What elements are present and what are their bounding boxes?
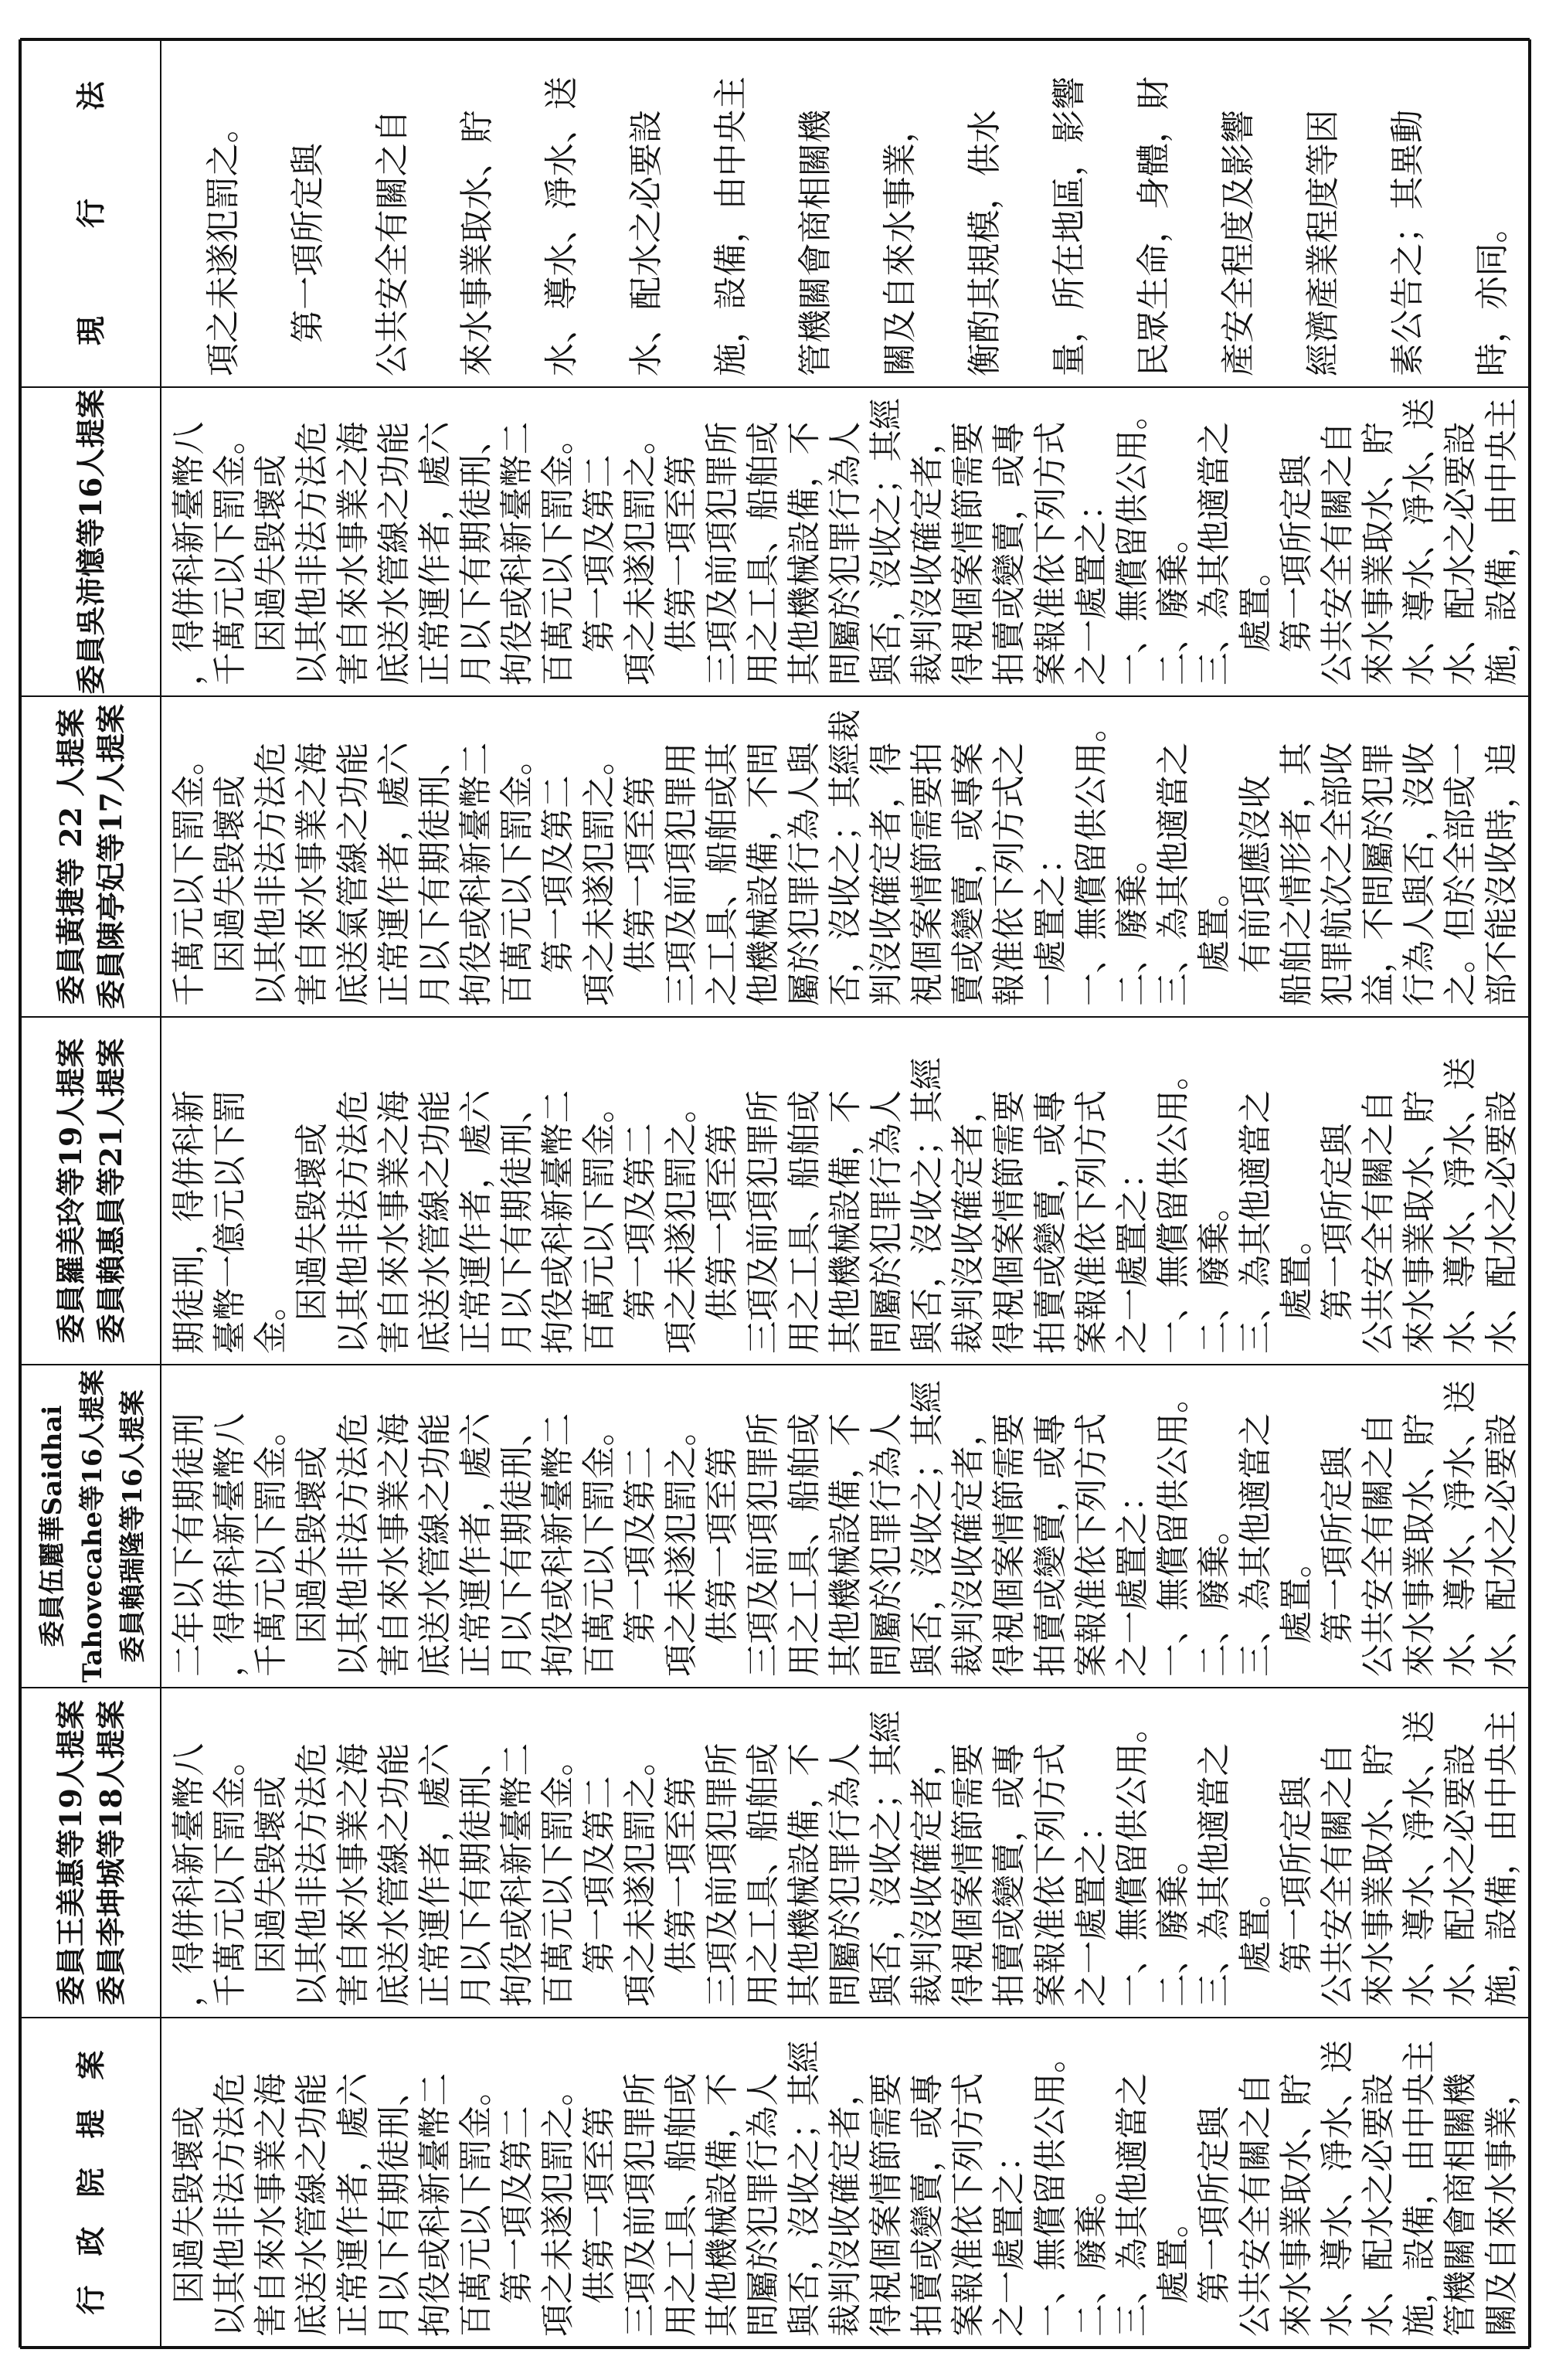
body-line: 拘役或科新臺幣二 bbox=[498, 416, 538, 685]
body-line: 供第一項至第 bbox=[621, 770, 661, 1006]
body-line: 百萬元以下罰金。 bbox=[457, 2068, 497, 2337]
body-line: 來水事業取水、貯 bbox=[1360, 1738, 1399, 2007]
body-line: 第一項及第二 bbox=[621, 1441, 661, 1677]
body-line: 因過失毀壞或 bbox=[170, 2101, 209, 2337]
body-line: 期徒刑，得併科新 bbox=[170, 1085, 209, 1354]
body-line: 一、無償留供公用。 bbox=[1031, 2034, 1071, 2337]
body-line: 第一項所定與 bbox=[1277, 450, 1316, 685]
column-saidhai bbox=[37, 1369, 1521, 1682]
body-line: 第一項及第二 bbox=[580, 450, 620, 685]
body-line: 第一項所定與 bbox=[1195, 2101, 1235, 2337]
column-header: 委員賴瑞隆等16人提案 bbox=[117, 1389, 148, 1663]
body-line: 水、導水、淨水、送 bbox=[1442, 1374, 1481, 1677]
body-line: ，得併科新臺幣八 bbox=[211, 1408, 250, 1677]
body-line: 二、廢棄。 bbox=[1195, 1185, 1235, 1354]
body-line: 與否，沒收之；其經 bbox=[909, 1051, 948, 1354]
body-line: 用之工具、船舶或 bbox=[744, 1738, 783, 2007]
body-line: 月以下有期徒刑、 bbox=[498, 1085, 538, 1354]
body-line: 問屬於犯罪行為人 bbox=[826, 416, 865, 685]
body-line: 正常運作者，處六 bbox=[457, 1408, 497, 1677]
body-line: 水、導水、淨水、送 bbox=[1401, 382, 1440, 685]
body-line: 以其他非法方法危 bbox=[252, 737, 291, 1006]
body-line: 底送水管線之功能 bbox=[375, 416, 414, 685]
body-line: 公共安全有關之自 bbox=[1318, 1738, 1357, 2007]
body-line: 一、無償留供公用。 bbox=[1072, 703, 1112, 1006]
body-line: 案報准依下列方式 bbox=[1031, 416, 1071, 685]
body-line: 產安全程度及影響 bbox=[1218, 104, 1259, 376]
body-line: 三項及前項犯罪所 bbox=[744, 1408, 783, 1677]
body-line: 供第一項至第 bbox=[662, 450, 701, 685]
body-line: 正常運作者，處六 bbox=[416, 1738, 455, 2007]
body-line: 正常運作者，處六 bbox=[416, 416, 455, 685]
body-line: 處置。 bbox=[1195, 872, 1235, 1006]
body-line: 一、無償留供公用。 bbox=[1113, 1704, 1153, 2007]
body-line: 處置。 bbox=[1236, 551, 1276, 685]
body-line: 裁判沒收確定者， bbox=[949, 1408, 989, 1677]
body-line: 視個案情節需要拍 bbox=[909, 737, 948, 1006]
body-line: 施，設備，由中央主 bbox=[1483, 382, 1522, 685]
body-line: 管機關會商相關機 bbox=[1442, 2068, 1481, 2337]
body-line: 其他機械設備，不 bbox=[826, 1408, 865, 1677]
body-line: 百萬元以下罰金。 bbox=[539, 1738, 579, 2007]
body-line: 拘役或科新臺幣二 bbox=[498, 1738, 538, 2007]
body-line: 月以下有期徒刑、 bbox=[416, 737, 455, 1006]
body-line: 拍賣或變賣，或專 bbox=[990, 1738, 1030, 2007]
body-line: 公共安全有關之自 bbox=[1318, 416, 1357, 685]
body-line: 三、為其他適當之 bbox=[1195, 1738, 1235, 2007]
body-line: 千萬元以下罰金。 bbox=[170, 737, 209, 1006]
body-line: 裁判沒收確定者， bbox=[949, 1085, 989, 1354]
body-line: 行為人與否，沒收 bbox=[1401, 737, 1440, 1006]
body-line: 供第一項至第 bbox=[703, 1118, 742, 1354]
body-line: 害自來水事業之海 bbox=[375, 1085, 414, 1354]
body-line: 之一處置之： bbox=[1113, 1475, 1153, 1677]
body-line: 賣或變賣，或專案 bbox=[949, 737, 989, 1006]
column-header: 委員黃捷等 22 人提案 bbox=[53, 708, 88, 1005]
body-line: 三、為其他適當之 bbox=[1236, 1085, 1276, 1354]
body-line: 害自來水事業之海 bbox=[252, 2068, 291, 2337]
body-line: 得視個案情節需要 bbox=[990, 1085, 1030, 1354]
body-line: 拍賣或變賣，或專 bbox=[1031, 1408, 1071, 1677]
body-line: 二、廢棄。 bbox=[1072, 2168, 1112, 2337]
body-line: 一、無償留供公用。 bbox=[1113, 382, 1153, 685]
body-line: 二年以下有期徒刑 bbox=[170, 1408, 209, 1677]
body-line: 水、導水、淨水、送 bbox=[1401, 1704, 1440, 2007]
body-line: 以其他非法方法危 bbox=[293, 1738, 332, 2007]
body-line: 用之工具、船舶或 bbox=[785, 1408, 824, 1677]
body-line: 其他機械設備，不 bbox=[826, 1085, 865, 1354]
body-line: 三、為其他適當之 bbox=[1195, 416, 1235, 685]
body-line: 第一項所定與 bbox=[1318, 1118, 1357, 1354]
body-line: 項之未遂犯罰之。 bbox=[662, 1408, 701, 1677]
body-line: 水、配水之必要設 bbox=[1483, 1408, 1522, 1677]
body-line: 供第一項至第 bbox=[580, 2101, 620, 2337]
body-line: 千萬元以下罰金。 bbox=[211, 1738, 250, 2007]
body-line: 來水事業取水、貯 bbox=[1360, 416, 1399, 685]
body-line: 得視個案情節需要 bbox=[990, 1408, 1030, 1677]
body-line: 底送氣管線之功能 bbox=[334, 737, 373, 1006]
body-line: 臺幣一億元以下罰 bbox=[211, 1085, 250, 1354]
body-line: 拍賣或變賣，或專 bbox=[909, 2068, 948, 2337]
body-line: 其他機械設備，不 bbox=[785, 1738, 824, 2007]
body-line: 百萬元以下罰金。 bbox=[580, 1085, 620, 1354]
body-line: 以其他非法方法危 bbox=[334, 1408, 373, 1677]
body-line: 量，所在地區，影響 bbox=[1049, 70, 1089, 376]
body-line: 拍賣或變賣，或專 bbox=[1031, 1085, 1071, 1354]
body-line: 部不能沒收時，追 bbox=[1483, 737, 1522, 1006]
body-line: 之一處置之： bbox=[990, 2135, 1030, 2337]
body-line: 得視個案情節需要 bbox=[867, 2068, 906, 2337]
column-luo bbox=[53, 1039, 1521, 1354]
body-line: 來水事業取水、貯 bbox=[1401, 1408, 1440, 1677]
body-line: 用之工具、船舶或 bbox=[785, 1085, 824, 1354]
body-line: 案報准依下列方式 bbox=[1031, 1738, 1071, 2007]
body-line: 時，亦同。 bbox=[1472, 206, 1512, 376]
column-header: 委員伍麗華Saidhai bbox=[37, 1405, 68, 1647]
body-line: 項之未遂犯罰之。 bbox=[580, 737, 620, 1006]
column-header: 委員羅美玲等19人提案 bbox=[53, 1038, 88, 1344]
body-line: 其他機械設備，不 bbox=[703, 2068, 742, 2337]
body-line: 得視個案情節需要 bbox=[949, 416, 989, 685]
body-line: 水、配水之必要設 bbox=[1442, 416, 1481, 685]
body-line: 因過失毀壞或 bbox=[293, 1118, 332, 1354]
body-line: 因過失毀壞或 bbox=[252, 1771, 291, 2007]
body-line: 施，設備，由中央主 bbox=[1483, 1704, 1522, 2007]
body-line: 公共安全有關之自 bbox=[1360, 1408, 1399, 1677]
column-wu bbox=[73, 382, 1522, 695]
body-line: 第一項所定與 bbox=[1318, 1441, 1357, 1677]
body-line: 因過失毀壞或 bbox=[211, 770, 250, 1006]
body-line: 案報准依下列方式 bbox=[1072, 1085, 1112, 1354]
body-line: 與否，沒收之；其經 bbox=[867, 382, 906, 685]
column-header: 委員王美惠等19人提案 bbox=[53, 1700, 88, 2005]
body-line: 第一項及第二 bbox=[580, 1771, 620, 2007]
body-line: 水、配水之必要設 bbox=[1483, 1085, 1522, 1354]
body-line: 害自來水事業之海 bbox=[334, 416, 373, 685]
body-line: 千萬元以下罰金。 bbox=[252, 1408, 291, 1677]
body-line: 之工具、船舶或其 bbox=[703, 737, 742, 1006]
column-header: 委員陳亭妃等17人提案 bbox=[93, 704, 128, 1009]
body-line: 民眾生命，身體，財 bbox=[1133, 70, 1174, 376]
body-line: 項之未遂犯罰之。 bbox=[662, 1085, 701, 1354]
body-line: 二、廢棄。 bbox=[1113, 838, 1153, 1006]
body-line: 以其他非法方法危 bbox=[293, 416, 332, 685]
body-line: 得視個案情節需要 bbox=[949, 1738, 989, 2007]
body-line: 處置。 bbox=[1277, 1542, 1316, 1677]
body-line: 之一處置之： bbox=[1113, 1152, 1153, 1354]
column-header: 委員吳沛憶等16人提案 bbox=[73, 389, 108, 695]
body-line: 之一處置之： bbox=[1072, 484, 1112, 685]
body-line: 害自來水事業之海 bbox=[293, 737, 332, 1006]
body-line: 處置。 bbox=[1277, 1219, 1316, 1354]
body-line: 第一項及第二 bbox=[621, 1118, 661, 1354]
body-line: 來水事業取水、貯 bbox=[457, 104, 497, 376]
body-line: 施，設備，由中央主 bbox=[1401, 2034, 1440, 2337]
body-line: 以其他非法方法危 bbox=[211, 2068, 250, 2337]
body-line: 三項及前項犯罪所 bbox=[703, 1738, 742, 2007]
body-line: 因過失毀壞或 bbox=[293, 1441, 332, 1677]
body-line: 一、無償留供公用。 bbox=[1154, 1051, 1194, 1354]
body-line: 第一項所定與 bbox=[1277, 1771, 1316, 2007]
body-line: 項之未遂犯罰之。 bbox=[621, 416, 661, 685]
body-line: 三項及前項犯罪所 bbox=[744, 1085, 783, 1354]
body-line: 來水事業取水、貯 bbox=[1401, 1085, 1440, 1354]
column-header: Tahovecahe等16人提案 bbox=[77, 1369, 108, 1683]
column-header: 行 政 院 提 案 bbox=[73, 2050, 108, 2315]
body-line: 經濟產業程度等因 bbox=[1303, 104, 1343, 376]
body-line: 正常運作者，處六 bbox=[375, 737, 414, 1006]
body-line: 與否，沒收之；其經 bbox=[867, 1704, 906, 2007]
body-line: 公共安全有關之自 bbox=[1236, 2068, 1276, 2337]
body-line: 他機械設備，不問 bbox=[744, 737, 783, 1006]
body-line: 月以下有期徒刑、 bbox=[457, 1738, 497, 2007]
body-line: 否，沒收之；其經裁 bbox=[826, 703, 865, 1006]
body-line: 以其他非法方法危 bbox=[334, 1085, 373, 1354]
body-line: 水、配水之必要設 bbox=[1442, 1738, 1481, 2007]
body-line: 底送水管線之功能 bbox=[416, 1408, 455, 1677]
body-line: 項之未遂犯罰之。 bbox=[621, 1738, 661, 2007]
body-line: 問屬於犯罪行為人 bbox=[867, 1408, 906, 1677]
column-current_law bbox=[73, 70, 1512, 376]
body-line: 三項及前項犯罪所 bbox=[621, 2068, 661, 2337]
body-line: 船舶之情形者，其 bbox=[1277, 737, 1316, 1006]
body-line: 判沒收確定者，得 bbox=[867, 737, 906, 1006]
body-line: 管機關會商相關機 bbox=[795, 104, 835, 376]
body-line: 之。但於全部或一 bbox=[1442, 737, 1481, 1006]
body-line: 三、為其他適當之 bbox=[1113, 2068, 1153, 2337]
body-line: 月以下有期徒刑、 bbox=[457, 416, 497, 685]
body-line: 百萬元以下罰金。 bbox=[580, 1408, 620, 1677]
body-line: 供第一項至第 bbox=[703, 1441, 742, 1677]
body-line: 正常運作者，處六 bbox=[334, 2068, 373, 2337]
body-line: 二、廢棄。 bbox=[1154, 517, 1194, 685]
body-line: 公共安全有關之自 bbox=[1360, 1085, 1399, 1354]
body-line: 問屬於犯罪行為人 bbox=[744, 2068, 783, 2337]
body-line: 項之未遂犯罰之。 bbox=[539, 2068, 579, 2337]
body-line: 素公告之；其異動 bbox=[1388, 104, 1428, 376]
body-line: 裁判沒收確定者， bbox=[909, 416, 948, 685]
body-line: 裁判沒收確定者， bbox=[826, 2068, 865, 2337]
body-line: 用之工具、船舶或 bbox=[662, 2068, 701, 2337]
body-line: 月以下有期徒刑、 bbox=[498, 1408, 538, 1677]
body-line: 三項及前項犯罪用 bbox=[662, 737, 701, 1006]
body-line: 用之工具、船舶或 bbox=[744, 416, 783, 685]
body-line: 一處置之： bbox=[1031, 838, 1071, 1006]
body-line: 金。 bbox=[252, 1287, 291, 1354]
body-line: 項之未遂犯罰之。 bbox=[203, 104, 243, 376]
column-header: 委員李坤城等18人提案 bbox=[93, 1700, 128, 2005]
body-line: 二、廢棄。 bbox=[1154, 1838, 1194, 2007]
body-line: 關及自來水事業， bbox=[880, 104, 920, 376]
body-line: 處置。 bbox=[1236, 1872, 1276, 2007]
body-line: 害自來水事業之海 bbox=[375, 1408, 414, 1677]
body-line: 水、導水、淨水、送 bbox=[1318, 2034, 1357, 2337]
body-line: ，得併科新臺幣八 bbox=[170, 1738, 209, 2007]
body-line: 案報准依下列方式 bbox=[1072, 1408, 1112, 1677]
body-line: 有前項應沒收 bbox=[1236, 770, 1276, 1006]
body-line: 供第一項至第 bbox=[662, 1771, 701, 2007]
body-line: 千萬元以下罰金。 bbox=[211, 416, 250, 685]
body-line: 報准依下列方式之 bbox=[990, 737, 1030, 1006]
body-line: 百萬元以下罰金。 bbox=[539, 416, 579, 685]
body-line: 水、配水之必要設 bbox=[626, 104, 666, 376]
body-line: 拍賣或變賣，或專 bbox=[990, 416, 1030, 685]
body-line: 之一處置之： bbox=[1072, 1805, 1112, 2007]
body-line: 第一項及第二 bbox=[498, 2101, 538, 2337]
body-line: 裁判沒收確定者， bbox=[909, 1738, 948, 2007]
column-wang bbox=[53, 1700, 1521, 2007]
body-line: 百萬元以下罰金。 bbox=[498, 737, 538, 1006]
body-line: 拘役或科新臺幣二 bbox=[457, 737, 497, 1006]
body-line: 底送水管線之功能 bbox=[375, 1738, 414, 2007]
body-line: 正常運作者，處六 bbox=[457, 1085, 497, 1354]
column-header: 委員賴惠員等21人提案 bbox=[93, 1038, 128, 1344]
body-line: ，得併科新臺幣八 bbox=[170, 416, 209, 685]
body-line: 拘役或科新臺幣二 bbox=[539, 1408, 579, 1677]
body-line: 案報准依下列方式 bbox=[949, 2068, 989, 2337]
column-executive bbox=[73, 2034, 1522, 2337]
body-line: 底送水管線之功能 bbox=[416, 1085, 455, 1354]
body-line: 水、導水、淨水、送 bbox=[1442, 1051, 1481, 1354]
body-line: 施，設備，由中央主 bbox=[711, 70, 751, 376]
body-line: 水、配水之必要設 bbox=[1360, 2068, 1399, 2337]
body-line: 處置。 bbox=[1154, 2202, 1194, 2337]
body-line: 問屬於犯罪行為人 bbox=[867, 1085, 906, 1354]
body-line: 犯罪航次之全部收 bbox=[1318, 737, 1357, 1006]
body-line: 三項及前項犯罪所 bbox=[703, 416, 742, 685]
body-line: 其他機械設備，不 bbox=[785, 416, 824, 685]
body-line: 公共安全有關之自 bbox=[372, 104, 413, 376]
body-line: 底送水管線之功能 bbox=[293, 2068, 332, 2337]
body-line: 第一項所定與 bbox=[287, 138, 328, 376]
body-line: 與否，沒收之；其經 bbox=[909, 1374, 948, 1677]
body-line: 來水事業取水、貯 bbox=[1277, 2068, 1316, 2337]
body-line: 關及自來水事業， bbox=[1483, 2068, 1522, 2337]
body-line: 月以下有期徒刑、 bbox=[375, 2068, 414, 2337]
body-line: 水、導水、淨水、送 bbox=[542, 70, 582, 376]
body-line: 三、為其他適當之 bbox=[1236, 1408, 1276, 1677]
body-line: 害自來水事業之海 bbox=[334, 1738, 373, 2007]
column-huang bbox=[53, 704, 1521, 1009]
body-line: 二、廢棄。 bbox=[1195, 1508, 1235, 1677]
column-header: 現 行 法 bbox=[73, 80, 108, 346]
body-line: 一、無償留供公用。 bbox=[1154, 1374, 1194, 1677]
body-line: 益，不問屬於犯罪 bbox=[1360, 737, 1399, 1006]
body-line: 第一項及第二 bbox=[539, 770, 579, 1006]
body-line: 因過失毀壞或 bbox=[252, 450, 291, 685]
body-line: 與否，沒收之；其經 bbox=[785, 2034, 824, 2337]
body-line: 問屬於犯罪行為人 bbox=[826, 1738, 865, 2007]
body-line: 拘役或科新臺幣二 bbox=[539, 1085, 579, 1354]
body-line: 三、為其他適當之 bbox=[1154, 737, 1194, 1006]
body-line: 衡酌其規模，供水 bbox=[964, 104, 1004, 376]
body-line: 拘役或科新臺幣二 bbox=[416, 2068, 455, 2337]
body-line: 屬於犯罪行為人與 bbox=[785, 737, 824, 1006]
